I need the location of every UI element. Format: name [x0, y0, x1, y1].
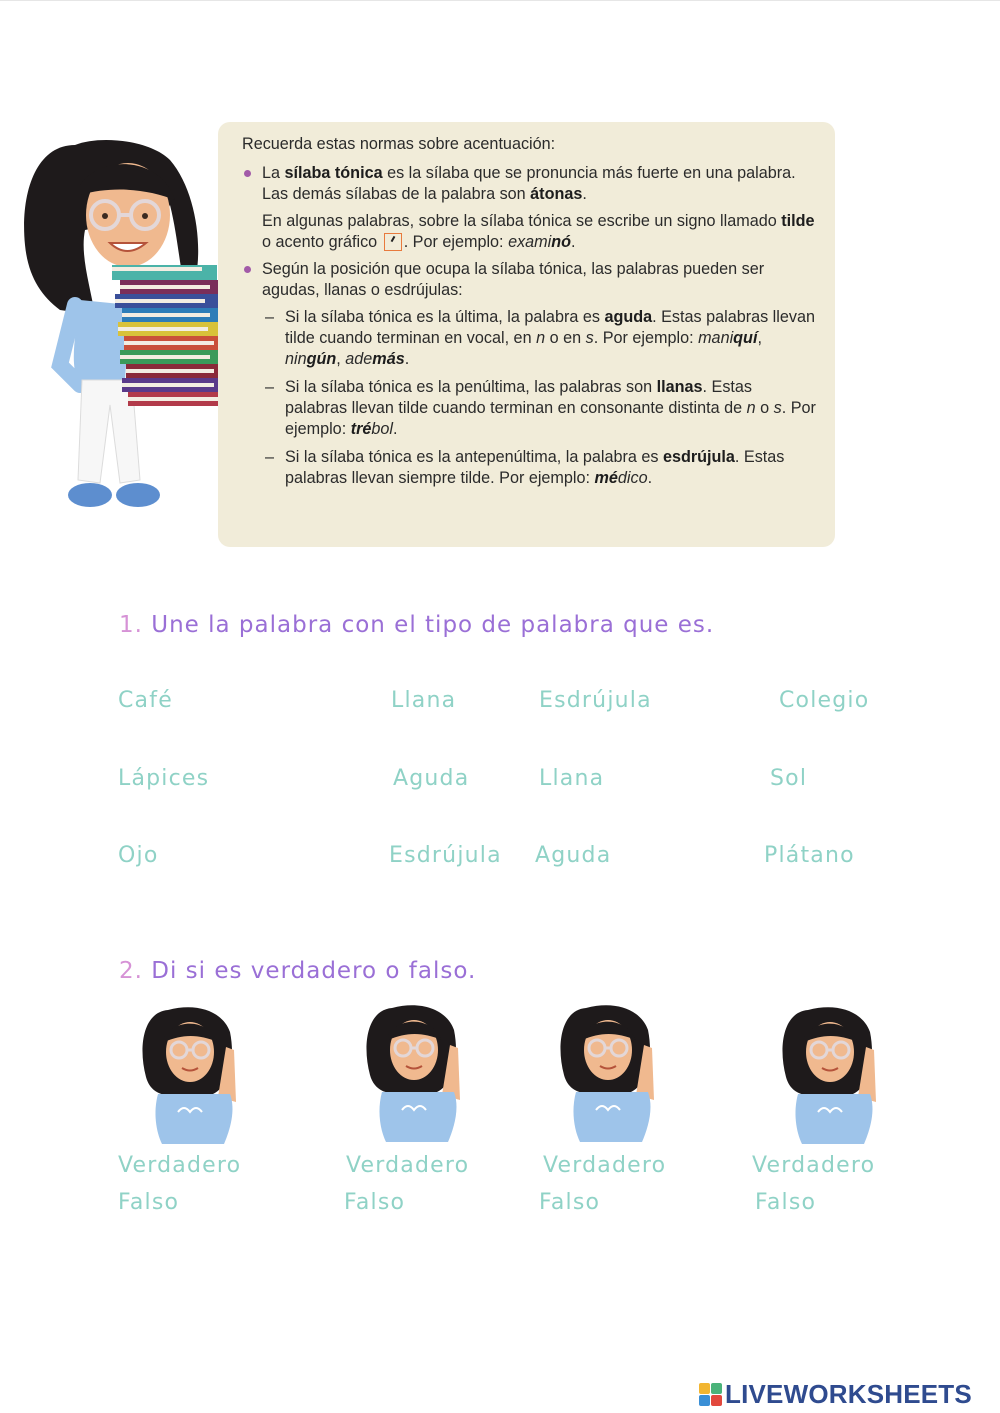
- ex1-type-esdrujula-2[interactable]: Esdrújula: [389, 843, 502, 868]
- tilde-accent-icon: [384, 233, 402, 251]
- liveworksheets-logo: [699, 1378, 972, 1410]
- ex1-type-aguda-2[interactable]: Aguda: [535, 843, 612, 868]
- exercise1-title: 1. Une la palabra con el tipo de palabra que es.: [119, 612, 715, 638]
- ex2-item2-falso[interactable]: Falso: [344, 1190, 406, 1215]
- rule-bullet-silaba-tonica: La sílaba tónica es la sílaba que se pronuncia más fuerte en una palabra. Las demás sílabas de la palabra son átonas.: [242, 163, 817, 205]
- rules-title: Recuerda estas normas sobre acentuación:: [242, 135, 556, 153]
- logo-text: LIVEWORKSHEETS: [725, 1378, 972, 1409]
- ex2-item3-falso[interactable]: Falso: [539, 1190, 601, 1215]
- ex2-item4-verdadero[interactable]: Verdadero: [752, 1153, 876, 1178]
- ex2-item4-falso[interactable]: Falso: [755, 1190, 817, 1215]
- rule-tilde-paragraph: En algunas palabras, sobre la sílaba tónica se escribe un signo llamado tilde o acento gráfico . Por ejemplo: examinó.: [262, 212, 815, 251]
- listening-avatar-1-image: [138, 1002, 248, 1144]
- ex2-item1-verdadero[interactable]: Verdadero: [118, 1153, 242, 1178]
- logo-tile-1: [699, 1383, 710, 1394]
- teacher-avatar-with-books-image: [20, 135, 245, 530]
- ex1-type-llana[interactable]: Llana: [391, 688, 457, 713]
- exercise2-title: 2. Di si es verdadero o falso.: [119, 958, 477, 984]
- ex1-word-ojo[interactable]: Ojo: [118, 843, 159, 868]
- ex1-word-colegio[interactable]: Colegio: [779, 688, 870, 713]
- ex1-type-esdrujula[interactable]: Esdrújula: [539, 688, 652, 713]
- ex1-word-platano[interactable]: Plátano: [764, 843, 855, 868]
- ex1-type-llana-2[interactable]: Llana: [539, 766, 605, 791]
- top-divider: [0, 0, 1000, 1]
- ex2-item3-verdadero[interactable]: Verdadero: [543, 1153, 667, 1178]
- ex1-word-sol[interactable]: Sol: [770, 766, 808, 791]
- rule-bullet-posicion: Según la posición que ocupa la sílaba tónica, las palabras pueden ser agudas, llanas o esdrújulas:: [242, 259, 817, 301]
- ex2-item1-falso[interactable]: Falso: [118, 1190, 180, 1215]
- accentuation-rules-box: [218, 122, 835, 547]
- ex1-word-cafe[interactable]: Café: [118, 688, 173, 713]
- listening-avatar-2-image: [362, 1000, 472, 1142]
- liveworksheets-logo-icon: [699, 1383, 722, 1406]
- listening-avatar-4-image: [778, 1002, 888, 1144]
- listening-avatar-3-image: [556, 1000, 666, 1142]
- ex2-item2-verdadero[interactable]: Verdadero: [346, 1153, 470, 1178]
- rule-aguda: – Si la sílaba tónica es la última, la palabra es aguda. Estas palabras llevan tilde cuando terminan en vocal, en n o en s. Por ejemplo: maniquí, ningún, además.: [242, 307, 817, 370]
- logo-tile-4: [711, 1395, 722, 1406]
- ex1-word-lapices[interactable]: Lápices: [118, 766, 210, 791]
- logo-tile-2: [711, 1383, 722, 1394]
- ex1-type-aguda[interactable]: Aguda: [393, 766, 470, 791]
- logo-tile-3: [699, 1395, 710, 1406]
- rule-llana: – Si la sílaba tónica es la penúltima, las palabras son llanas. Estas palabras llevan tilde cuando terminan en consonante distinta de n o s. Por ejemplo: trébol.: [242, 377, 817, 440]
- rule-esdrujula: – Si la sílaba tónica es la antepenúltima, la palabra es esdrújula. Estas palabras llevan siempre tilde. Por ejemplo: médico.: [242, 447, 817, 489]
